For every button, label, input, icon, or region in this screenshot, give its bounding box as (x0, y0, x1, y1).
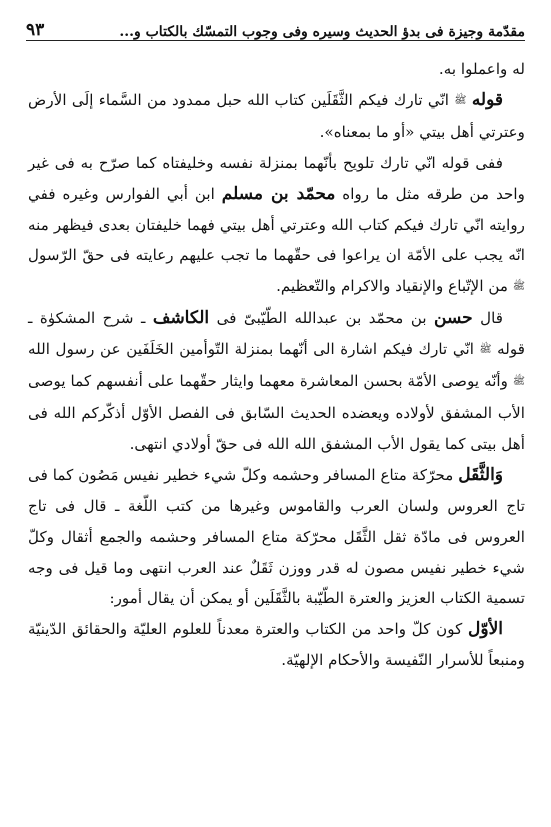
page-number: ٩٣ (26, 20, 45, 40)
paragraph-4-text-c: ـ شرح المشكوٰة ـ قوله (28, 309, 525, 359)
paragraph-1-text: له واعملوا به. (438, 60, 525, 78)
paragraph-4-text-b: بن محمّد بن عبدالله الطّيّبىّ فى (209, 309, 435, 328)
salawat-mark: ﷺ (512, 376, 525, 388)
paragraph-1 (28, 54, 525, 85)
page-body (28, 54, 525, 676)
paragraph-4-text-e: وأنّه يوصى الأمّة بحسن المعاشرة معهما وايثار حقّهما على أنفسهم كما يوصى الأب المشفق لأولاده ويعضده الحديث السّابق فى الفصل الأوّل أذكّركم الله فى أهل بيتى كما يقول الأب المشفق الله الله فى حقّ أولادي انتهى. (28, 372, 525, 453)
page-header (26, 14, 525, 41)
salawat-mark: ﷺ (479, 344, 492, 356)
salawat-mark: ﷺ (454, 94, 467, 106)
paragraph-3 (28, 148, 525, 304)
paragraph-5 (28, 460, 525, 615)
paragraph-3-text-c: من الإتّباع والإنقياد والاكرام والتّعظيم. (276, 277, 513, 296)
first-point-heading: الأوّل (468, 619, 503, 640)
paragraph-4 (28, 303, 525, 460)
narrator-name: محمّد بن مسلم (221, 183, 336, 204)
paragraph-4-text-d: انّي تارك فيكم اشارة الى أنّهما بمنزلة التّوأمين الخَلَفَين عن رسول الله (28, 340, 480, 359)
paragraph-5-text: محرّكة متاع المسافر وحشمه وكلّ شيء خطير نفيس مَصُون كما فى تاج العروس ولسان العرب والقاموس وغيرها من كتب اللّغة ـ قال فى تاج العروس فى مادّة ثقل الثَّقَل محرّكة متاع المسافر وحشمه والجمع أثقال وكلّ شيء خطير نفيس مصون له قدر ووزن ثَقَلٌ عند العرب انتهى وما قيل فى وجه تسمية الكتاب العزيز والعترة الطّيّبة بالثَّقَلَين أو يمكن أن يقال أمور: (28, 465, 525, 608)
paragraph-4-text-a: قال (472, 309, 503, 328)
term-heading: وَالثَّقَل (458, 464, 503, 485)
salawat-mark: ﷺ (512, 281, 525, 293)
paragraph-6 (28, 614, 525, 676)
paragraph-3-text-a: ففى قوله انّي تارك تلويح بأنّهما بمنزلة نفسه وخليفتاه كما صرّح به فى غير واحد من طرقه مثل ما رواه (28, 153, 525, 203)
running-title: مقدّمة وجيزة فى بدؤ الحديث وسيره وفى وجوب التمسّك بالكتاب و... (119, 24, 525, 40)
paragraph-2 (28, 85, 525, 148)
paragraph-2-text: انّي تارك فيكم الثَّقَلَين كتاب الله حبل ممدود من السَّماء إلَى الأرض وعترتي أهل بيتي «أو ما بمعناه». (28, 90, 525, 141)
paragraph-6-text: كون كلّ واحد من الكتاب والعترة معدناً للعلوم العليّة والحقائق الدّينيّة ومنبعاً للأسرار النّفيسة والأحكام الإلهيّة. (28, 620, 525, 670)
book-title: الكاشف (152, 308, 210, 329)
author-name: حسن (434, 308, 473, 329)
paragraph-2-lead: قوله (471, 89, 504, 110)
paragraph-3-text-b: ابن أبي الفوارس وغيره ففي روايته انّي تارك فيكم كتاب الله وعترتي أهل بيتي فهما خليفتان بعدى فيظهر منه انّه يجب على الأمّة ان يراعوا فى حقّهما ما تجب عليهم رعايته فى حقّ الرّسول (28, 184, 525, 265)
